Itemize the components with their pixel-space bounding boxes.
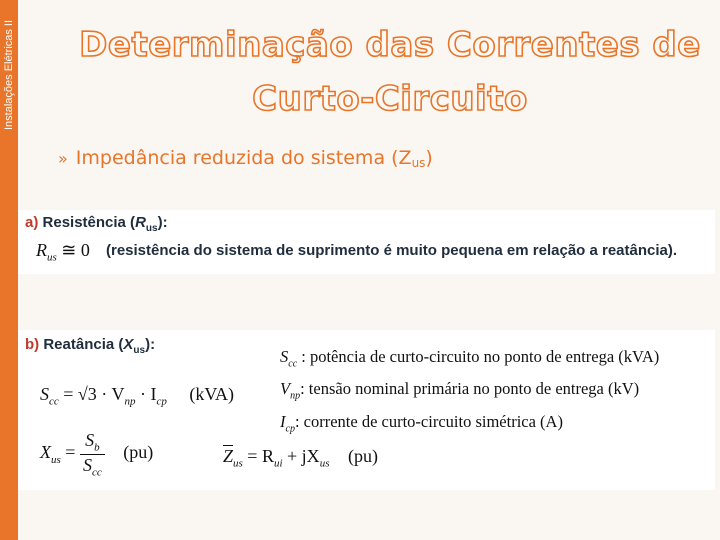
scc-rest: = √3 · V <box>58 384 125 404</box>
bullet-marker: » <box>58 149 68 168</box>
def-icp-sub: cp <box>285 422 295 434</box>
reactance-label: Reatância ( <box>43 336 124 353</box>
xus-denominator <box>80 455 105 479</box>
scc-rest2: · I <box>135 384 157 404</box>
formula-r-sub: us <box>47 251 57 264</box>
def-icp-sym: I <box>280 411 286 431</box>
bullet-item <box>58 147 433 170</box>
resistance-symbol-sub: us <box>145 223 158 234</box>
def-vnp-text: : tensão nominal primária no ponto de entrega (kV) <box>300 379 640 399</box>
item-letter-b: b) <box>25 336 40 353</box>
definition-vnp <box>280 376 659 408</box>
zus-sub: us <box>233 457 243 470</box>
zus-x-sub: us <box>319 457 330 470</box>
zus-formula <box>223 446 378 470</box>
xus-sub: us <box>51 453 61 466</box>
variable-definitions <box>280 344 659 441</box>
icp-sub: cp <box>156 395 167 408</box>
resistance-heading <box>25 214 168 234</box>
reactance-heading <box>25 336 155 356</box>
item-letter-a: a) <box>25 214 39 231</box>
definition-scc <box>280 344 659 376</box>
resistance-note: (resistência do sistema de suprimento é muito pequena em relação a reatância). <box>106 242 678 259</box>
def-vnp-sym: V <box>280 379 291 399</box>
reactance-symbol-sub: us <box>133 345 146 356</box>
zus-symbol: $\overline{Z}$ <box>223 446 234 466</box>
zus-unit: (pu) <box>347 446 378 466</box>
def-scc-text: : potência de curto-circuito no ponto de entrega (kVA) <box>297 347 660 366</box>
formula-r-rest: ≅ 0 <box>56 240 90 260</box>
resistance-panel <box>18 210 715 274</box>
scc-symbol: S <box>40 384 49 404</box>
xus-formula <box>40 430 153 478</box>
resistance-label: Resistência ( <box>42 214 136 231</box>
zus-rest2: + jX <box>282 446 320 466</box>
formula-r-symbol: R <box>36 240 47 260</box>
scc-formula <box>40 384 234 408</box>
xus-den-sym: S <box>82 454 92 475</box>
zus-rest: = R <box>242 446 274 466</box>
bullet-close: ) <box>425 147 433 169</box>
def-scc-sym: S <box>280 347 289 366</box>
def-icp-text: : corrente de curto-circuito simétrica (A) <box>294 411 563 431</box>
resistance-label-end: ): <box>157 214 168 231</box>
zus-r-sub: ui <box>273 457 283 470</box>
reactance-symbol: X <box>123 336 134 353</box>
bullet-subscript: us <box>411 156 426 170</box>
xus-numerator <box>80 430 105 455</box>
xus-fraction <box>80 430 105 478</box>
scc-sub: cc <box>49 395 59 408</box>
bullet-text: Impedância reduzida do sistema (Z <box>75 147 412 169</box>
xus-symbol: X <box>40 442 51 463</box>
definition-icp <box>280 409 659 441</box>
reactance-label-end: ): <box>145 336 156 353</box>
reactance-panel <box>18 330 715 490</box>
slide-title-line2: Curto-Circuito <box>252 79 528 119</box>
xus-unit: (pu) <box>123 442 154 463</box>
scc-unit: (kVA) <box>189 384 235 404</box>
resistance-formula <box>36 240 90 264</box>
slide-title <box>60 18 720 126</box>
def-vnp-sub: np <box>290 390 301 402</box>
slide-title-line1: Determinação das Correntes de <box>79 25 701 65</box>
resistance-symbol: R <box>135 214 146 231</box>
def-scc-sub: cc <box>288 358 298 370</box>
sidebar-strip <box>0 0 18 540</box>
xus-num-sym: S <box>85 430 95 450</box>
vnp-sub: np <box>124 395 136 408</box>
sidebar-course-label: Instalações Elétricas II <box>3 19 15 130</box>
xus-num-sub: b <box>94 441 100 454</box>
xus-eq: = <box>60 442 80 463</box>
xus-den-sub: cc <box>91 466 102 479</box>
